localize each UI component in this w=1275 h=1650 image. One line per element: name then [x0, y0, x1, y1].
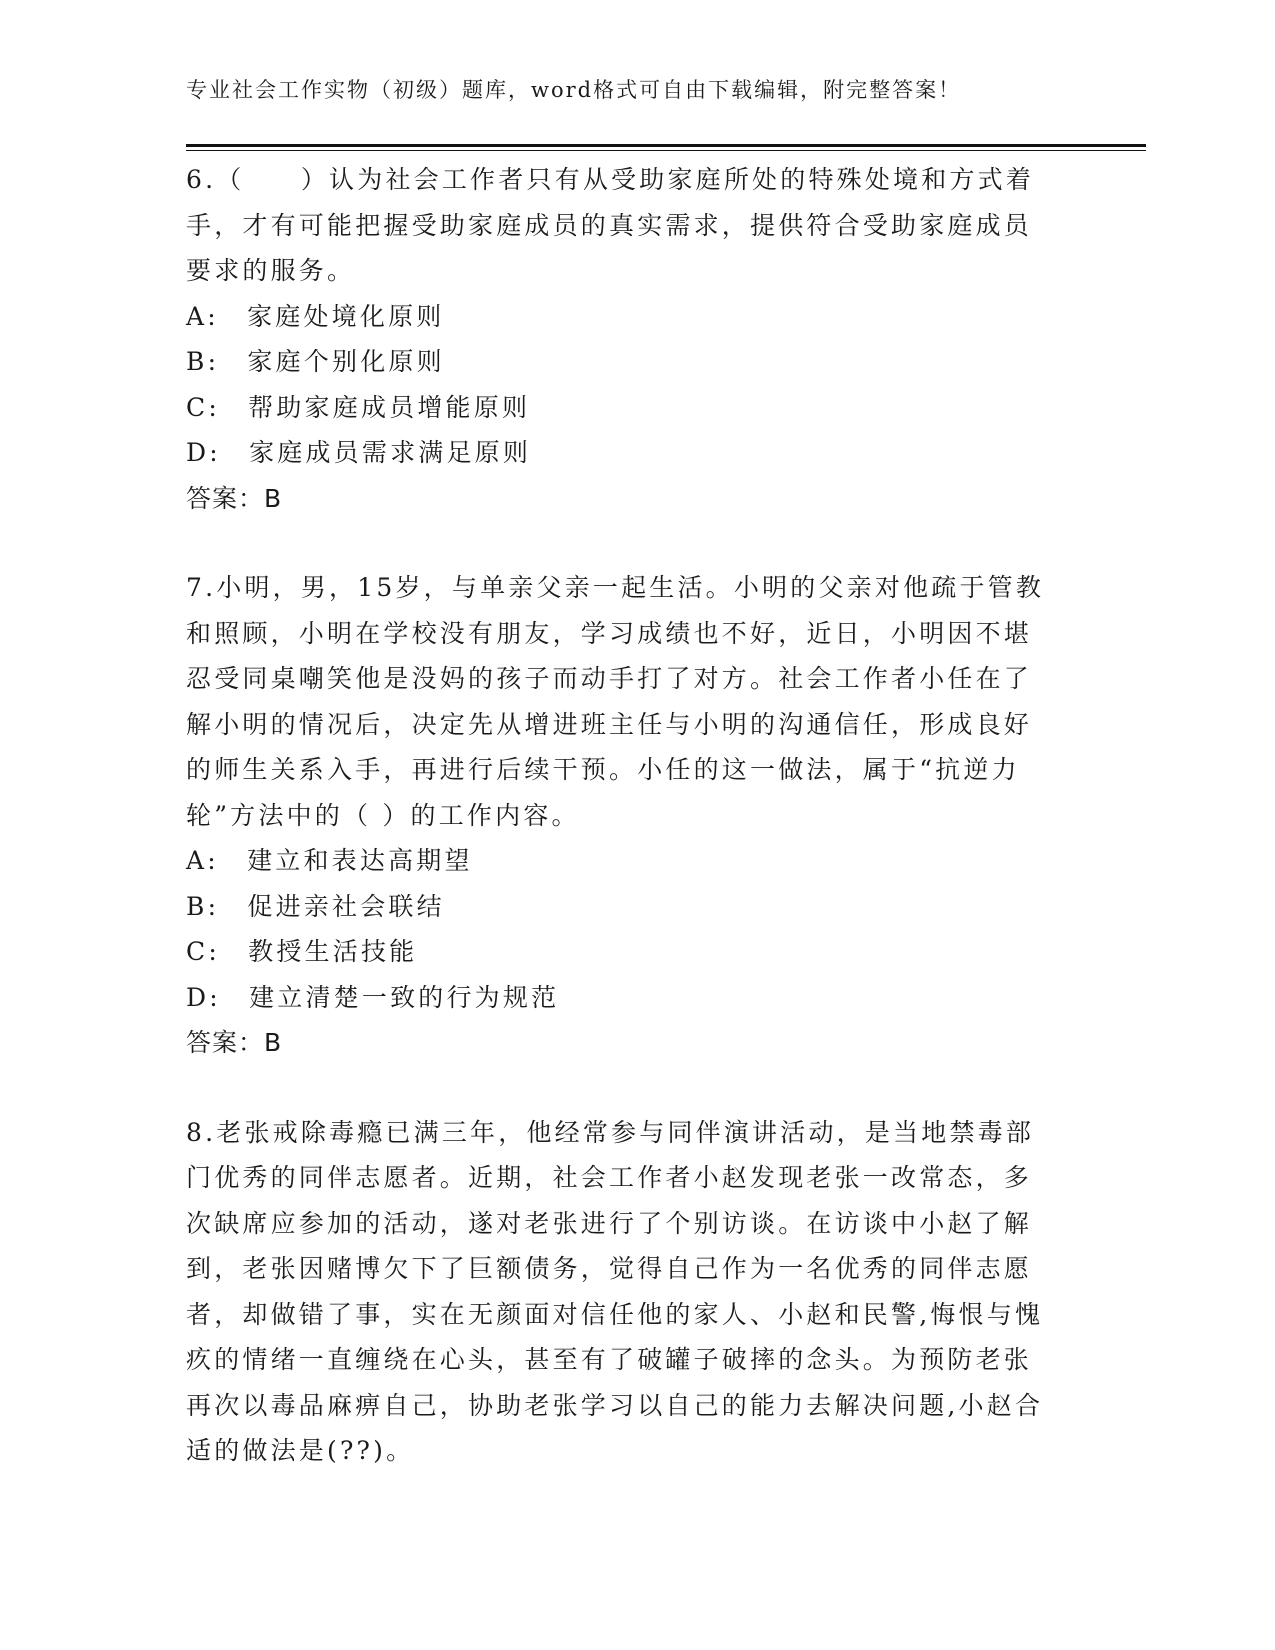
page-header: 专业社会工作实物（初级）题库，word格式可自由下载编辑，附完整答案！ [186, 78, 962, 102]
header-rule-thin [186, 150, 1146, 151]
question-line: 和照顾，小明在学校没有朋友，学习成绩也不好，近日，小明因不堪 [186, 618, 1033, 648]
question-line: 的师生关系入手，再进行后续干预。小任的这一做法，属于“抗逆力 [186, 755, 1020, 784]
question-line: 到，老张因赌博欠下了巨额债务，觉得自己作为一名优秀的同伴志愿 [186, 1254, 1033, 1283]
question-line: 门优秀的同伴志愿者。近期，社会工作者小赵发现老张一改常态，多 [186, 1163, 1033, 1192]
header-rule-thick [186, 144, 1146, 147]
question-line: 疚的情绪一直缠绕在心头，甚至有了破罐子破摔的念头。为预防老张 [186, 1345, 1033, 1374]
option-b: B: 家庭个别化原则 [186, 347, 445, 376]
option-b: B: 促进亲社会联结 [186, 891, 445, 921]
question-line: 者，却做错了事，实在无颜面对信任他的家人、小赵和民警,悔恨与愧 [186, 1299, 1044, 1329]
question-6 [186, 157, 1086, 521]
option-d: D: 家庭成员需求满足原则 [186, 438, 532, 467]
answer-line: 答案：B [186, 1028, 283, 1057]
question-line: 要求的服务。 [186, 256, 356, 285]
option-list [186, 294, 1086, 476]
question-stem [186, 565, 1086, 838]
question-8 [186, 1110, 1086, 1474]
question-line: 忍受同桌嘲笑他是没妈的孩子而动手打了对方。社会工作者小任在了 [186, 664, 1033, 693]
question-line: 6.（ ）认为社会工作者只有从受助家庭所处的特殊处境和方式着 [186, 165, 1035, 194]
option-c: C: 教授生活技能 [186, 937, 418, 966]
question-line: 解小明的情况后，决定先从增进班主任与小明的沟通信任，形成良好 [186, 709, 1033, 739]
option-a: A: 家庭处境化原则 [186, 301, 445, 331]
question-line: 次缺席应参加的活动，遂对老张进行了个别访谈。在访谈中小赵了解 [186, 1208, 1033, 1238]
question-line: 轮”方法中的（ ）的工作内容。 [186, 800, 580, 830]
option-list [186, 838, 1086, 1020]
question-stem [186, 157, 1086, 294]
answer-line: 答案：B [186, 483, 283, 513]
question-line: 适的做法是(??)。 [186, 1436, 415, 1465]
question-line: 8.老张戒除毒瘾已满三年，他经常参与同伴演讲活动，是当地禁毒部 [186, 1117, 1035, 1147]
question-stem [186, 1110, 1086, 1474]
question-7 [186, 565, 1086, 1066]
question-line: 7.小明，男，15岁，与单亲父亲一起生活。小明的父亲对他疏于管教 [186, 573, 1045, 602]
question-line: 再次以毒品麻痹自己，协助老张学习以自己的能力去解决问题,小赵合 [186, 1390, 1044, 1420]
option-d: D: 建立清楚一致的行为规范 [186, 982, 560, 1012]
document-body [186, 157, 1086, 1518]
option-a: A: 建立和表达高期望 [186, 846, 473, 875]
option-c: C: 帮助家庭成员增能原则 [186, 392, 531, 422]
question-line: 手，才有可能把握受助家庭成员的真实需求，提供符合受助家庭成员 [186, 210, 1033, 240]
